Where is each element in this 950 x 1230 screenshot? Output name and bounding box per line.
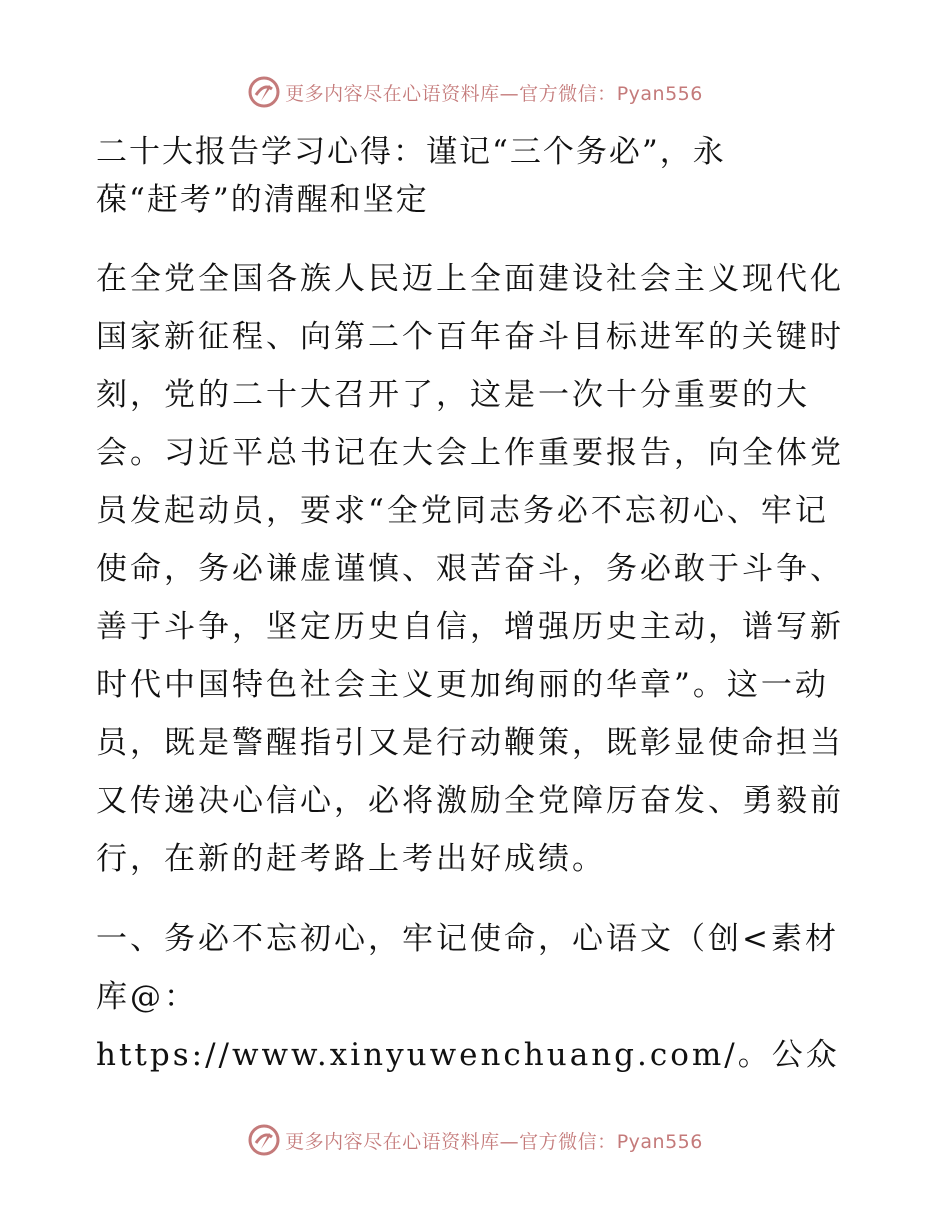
watermark-dash: —: [499, 82, 520, 105]
watermark-wechat-id: Pyan556: [616, 1130, 703, 1153]
footer-watermark: [0, 1120, 950, 1160]
watermark-text: [285, 1127, 703, 1154]
watermark-site-name: 更多内容尽在心语资料库: [285, 82, 500, 105]
watermark-official-label: 官方微信：: [519, 82, 617, 105]
title-line-2: 葆“赶考”的清醒和坚定: [96, 182, 429, 218]
watermark-official-label: 官方微信：: [519, 1130, 617, 1153]
body-paragraph-2: 一、务必不忘初心，牢记使命，心语文（创<素材库@：https://www.xinyuwenchuang.com/。公众: [96, 921, 840, 1073]
header-watermark: [0, 72, 950, 112]
title-line-1: 二十大报告学习心得：谨记“三个务必”，永: [96, 134, 726, 170]
watermark-site-name: 更多内容尽在心语资料库: [285, 1130, 500, 1153]
watermark-wechat-id: Pyan556: [616, 82, 703, 105]
watermark-dash: —: [499, 1130, 520, 1153]
logo-icon: [247, 1123, 281, 1157]
body-paragraph-1: 在全党全国各族人民迈上全面建设社会主义现代化国家新征程、向第二个百年奋斗目标进军的关键时刻，党的二十大召开了，这是一次十分重要的大会。习近平总书记在大会上作重要报告，向全体党员发起动员，要求“全党同志务必不忘初心、牢记使命，务必谦虚谨慎、艰苦奋斗，务必敢于斗争、善于斗争，坚定历史自信，增强历史主动，谱写新时代中国特色社会主义更加绚丽的华章”。这一动员，既是警醒指引又是行动鞭策，既彰显使命担当又传递决心信心，必将激励全党障厉奋发、勇毅前行，在新的赶考路上考出好成绩。: [96, 261, 844, 877]
logo-icon: [247, 75, 281, 109]
document-title: [96, 128, 816, 224]
watermark-text: [285, 79, 703, 106]
